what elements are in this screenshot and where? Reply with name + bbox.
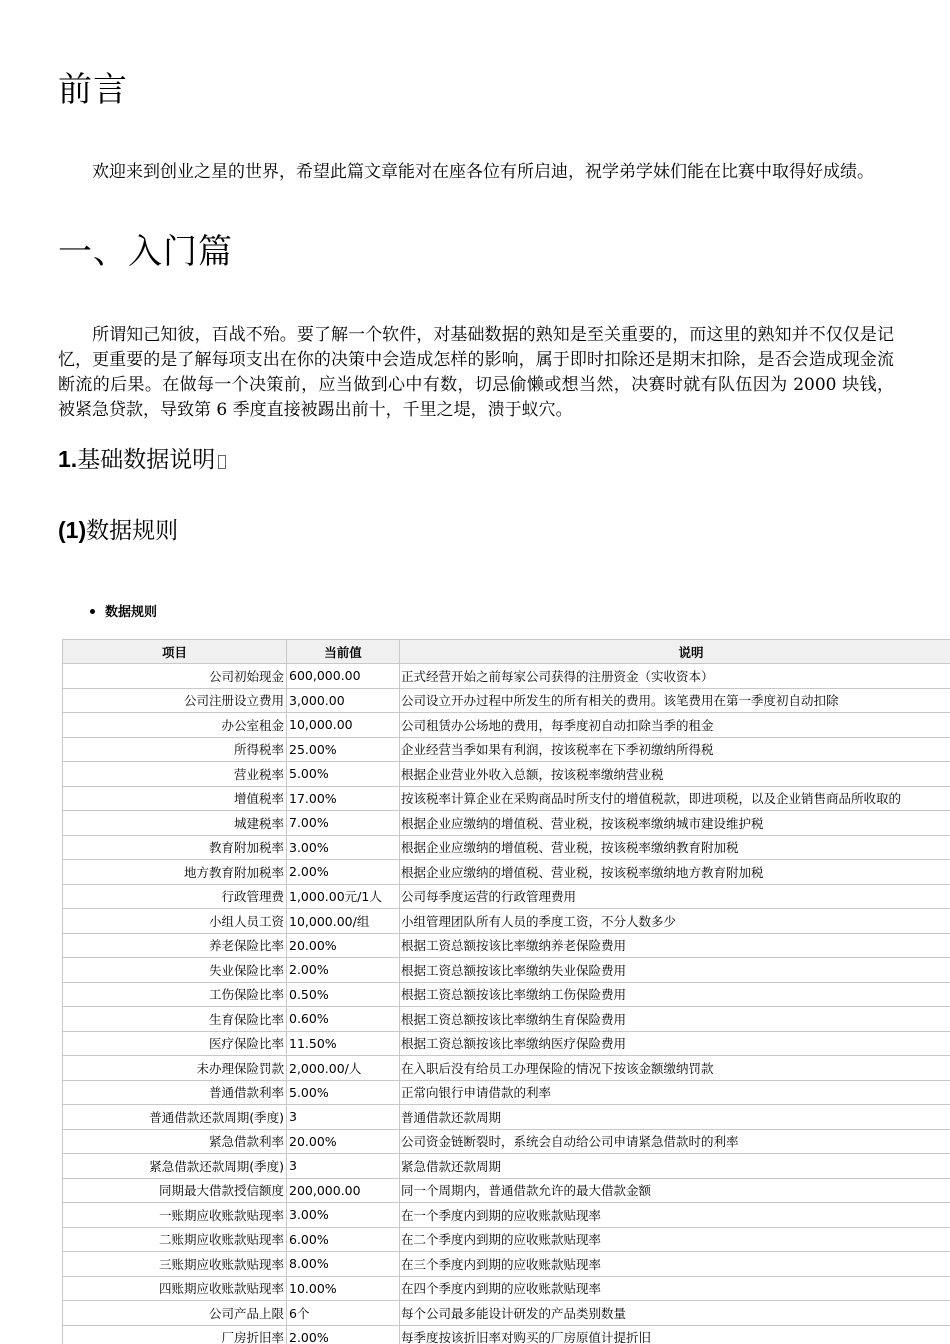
cell-description: 普通借款还款周期 — [400, 1105, 950, 1130]
table-row — [63, 1227, 950, 1252]
cell-value: 10,000.00/组 — [287, 909, 400, 934]
table-row — [63, 1129, 950, 1154]
cell-value: 5.00% — [287, 762, 400, 787]
table-row — [63, 1056, 950, 1081]
cell-description: 每季度按该折旧率对购买的厂房原值计提折旧 — [400, 1325, 950, 1344]
cell-description: 在三个季度内到期的应收账款贴现率 — [400, 1252, 950, 1277]
table-row — [63, 786, 950, 811]
cell-item: 办公室租金 — [63, 713, 287, 738]
table-row — [63, 1252, 950, 1277]
table-row — [63, 1007, 950, 1032]
cell-value: 0.60% — [287, 1007, 400, 1032]
cell-item: 公司产品上限 — [63, 1301, 287, 1326]
bullet-dot-icon — [90, 609, 95, 614]
cell-value: 600,000.00 — [287, 664, 400, 689]
cell-value: 7.00% — [287, 811, 400, 836]
cell-description: 在一个季度内到期的应收账款贴现率 — [400, 1203, 950, 1228]
preface-paragraph — [58, 160, 894, 185]
cell-item: 二账期应收账款贴现率 — [63, 1227, 287, 1252]
cell-description: 每个公司最多能设计研发的产品类别数量 — [400, 1301, 950, 1326]
table-row — [63, 664, 950, 689]
cell-value: 2,000.00/人 — [287, 1056, 400, 1081]
cell-item: 一账期应收账款贴现率 — [63, 1203, 287, 1228]
data-rules-table-container — [62, 639, 950, 1344]
cell-value: 8.00% — [287, 1252, 400, 1277]
cell-item: 教育附加税率 — [63, 835, 287, 860]
preface-title: 前言 — [58, 70, 128, 110]
section1-text: 所谓知己知彼，百战不殆。要了解一个软件，对基础数据的熟知是至关重要的，而这里的熟知并不仅仅是记忆，更重要的是了解每项支出在你的决策中会造成怎样的影响，属于即时扣除还是期末扣除，是否会造成现金流断流的后果。在做每一个决策前，应当做到心中有数，切忌偷懒或想当然，决赛时就有队伍因为 2000 块钱，被紧急贷款，导致第 6 季度直接被踢出前十，千里之堤，溃于蚁穴。 — [58, 325, 894, 420]
cell-item: 养老保险比率 — [63, 933, 287, 958]
cell-description: 根据企业营业外收入总额，按该税率缴纳营业税 — [400, 762, 950, 787]
cell-value: 5.00% — [287, 1080, 400, 1105]
cell-item: 所得税率 — [63, 737, 287, 762]
data-rules-table — [62, 639, 950, 1344]
heading-data-rules-number: (1) — [58, 517, 87, 543]
cell-description: 根据企业应缴纳的增值税、营业税，按该税率缴纳教育附加税 — [400, 835, 950, 860]
cell-description: 在四个季度内到期的应收账款贴现率 — [400, 1276, 950, 1301]
cell-value: 10.00% — [287, 1276, 400, 1301]
table-row — [63, 1325, 950, 1344]
heading-data-rules — [58, 517, 178, 546]
table-row — [63, 688, 950, 713]
cell-item: 紧急借款利率 — [63, 1129, 287, 1154]
cell-description: 根据工资总额按该比率缴纳养老保险费用 — [400, 933, 950, 958]
table-row — [63, 1203, 950, 1228]
table-row — [63, 1276, 950, 1301]
heading-basic-data-number: 1. — [58, 446, 78, 472]
cell-item: 三账期应收账款贴现率 — [63, 1252, 287, 1277]
cell-item: 营业税率 — [63, 762, 287, 787]
cell-value: 3.00% — [287, 1203, 400, 1228]
cell-item: 未办理保险罚款 — [63, 1056, 287, 1081]
cell-description: 在二个季度内到期的应收账款贴现率 — [400, 1227, 950, 1252]
cell-value: 20.00% — [287, 933, 400, 958]
cell-value: 6.00% — [287, 1227, 400, 1252]
cell-item: 增值税率 — [63, 786, 287, 811]
table-row — [63, 713, 950, 738]
table-row — [63, 1178, 950, 1203]
cell-item: 紧急借款还款周期(季度) — [63, 1154, 287, 1179]
cell-value: 3 — [287, 1154, 400, 1179]
cell-description: 根据工资总额按该比率缴纳失业保险费用 — [400, 958, 950, 983]
cell-item: 生育保险比率 — [63, 1007, 287, 1032]
data-rules-bullet-label: 数据规则 — [105, 605, 158, 620]
cell-value: 2.00% — [287, 958, 400, 983]
table-header-row — [63, 640, 950, 664]
cell-value: 200,000.00 — [287, 1178, 400, 1203]
cell-item: 工伤保险比率 — [63, 982, 287, 1007]
cell-description: 根据工资总额按该比率缴纳医疗保险费用 — [400, 1031, 950, 1056]
header-description: 说明 — [400, 640, 950, 664]
table-row — [63, 982, 950, 1007]
cell-description: 正式经营开始之前每家公司获得的注册资金（实收资本） — [400, 664, 950, 689]
cell-item: 公司注册设立费用 — [63, 688, 287, 713]
table-row — [63, 1105, 950, 1130]
table-row — [63, 1080, 950, 1105]
cell-description: 小组管理团队所有人员的季度工资，不分人数多少 — [400, 909, 950, 934]
cell-item: 医疗保险比率 — [63, 1031, 287, 1056]
heading-basic-data — [58, 446, 226, 475]
cell-description: 企业经营当季如果有利润，按该税率在下季初缴纳所得税 — [400, 737, 950, 762]
table-body — [63, 664, 950, 1344]
cell-description: 根据工资总额按该比率缴纳生育保险费用 — [400, 1007, 950, 1032]
heading-data-rules-text: 数据规则 — [86, 518, 179, 544]
section1-paragraph — [58, 323, 894, 423]
cell-item: 厂房折旧率 — [63, 1325, 287, 1344]
cell-value: 3 — [287, 1105, 400, 1130]
table-row — [63, 835, 950, 860]
table-row — [63, 1154, 950, 1179]
cell-description: 根据企业应缴纳的增值税、营业税，按该税率缴纳城市建设维护税 — [400, 811, 950, 836]
cell-item: 失业保险比率 — [63, 958, 287, 983]
cell-description: 公司资金链断裂时，系统会自动给公司申请紧急借款时的利率 — [400, 1129, 950, 1154]
cell-value: 1,000.00元/1人 — [287, 884, 400, 909]
cell-description: 在入职后没有给员工办理保险的情况下按该金额缴纳罚款 — [400, 1056, 950, 1081]
cell-value: 2.00% — [287, 1325, 400, 1344]
cell-item: 普通借款利率 — [63, 1080, 287, 1105]
cell-value: 3.00% — [287, 835, 400, 860]
cell-value: 10,000.00 — [287, 713, 400, 738]
cell-value: 0.50% — [287, 982, 400, 1007]
cell-value: 3,000.00 — [287, 688, 400, 713]
table-row — [63, 958, 950, 983]
cell-item: 地方教育附加税率 — [63, 860, 287, 885]
cell-description: 公司每季度运营的行政管理费用 — [400, 884, 950, 909]
cell-item: 同期最大借款授信额度 — [63, 1178, 287, 1203]
placeholder-glyph-icon — [218, 455, 226, 469]
cell-description: 按该税率计算企业在采购商品时所支付的增值税款，即进项税，以及企业销售商品所收取的 — [400, 786, 950, 811]
cell-item: 四账期应收账款贴现率 — [63, 1276, 287, 1301]
header-item: 项目 — [63, 640, 287, 664]
data-rules-bullet — [90, 601, 157, 620]
cell-description: 紧急借款还款周期 — [400, 1154, 950, 1179]
cell-description: 公司租赁办公场地的费用，每季度初自动扣除当季的租金 — [400, 713, 950, 738]
cell-item: 普通借款还款周期(季度) — [63, 1105, 287, 1130]
table-row — [63, 884, 950, 909]
cell-value: 6个 — [287, 1301, 400, 1326]
cell-item: 行政管理费 — [63, 884, 287, 909]
cell-description: 根据企业应缴纳的增值税、营业税，按该税率缴纳地方教育附加税 — [400, 860, 950, 885]
cell-item: 城建税率 — [63, 811, 287, 836]
table-row — [63, 811, 950, 836]
cell-item: 小组人员工资 — [63, 909, 287, 934]
table-row — [63, 762, 950, 787]
table-row — [63, 1301, 950, 1326]
cell-value: 11.50% — [287, 1031, 400, 1056]
cell-value: 2.00% — [287, 860, 400, 885]
cell-description: 同一个周期内，普通借款允许的最大借款金额 — [400, 1178, 950, 1203]
preface-text: 欢迎来到创业之星的世界，希望此篇文章能对在座各位有所启迪，祝学弟学妹们能在比赛中取得好成绩。 — [92, 162, 874, 182]
header-current-value: 当前值 — [287, 640, 400, 664]
cell-description: 公司设立开办过程中所发生的所有相关的费用。该笔费用在第一季度初自动扣除 — [400, 688, 950, 713]
table-row — [63, 860, 950, 885]
cell-item: 公司初始现金 — [63, 664, 287, 689]
cell-value: 25.00% — [287, 737, 400, 762]
cell-value: 20.00% — [287, 1129, 400, 1154]
section1-title: 一、入门篇 — [58, 232, 233, 272]
cell-value: 17.00% — [287, 786, 400, 811]
table-row — [63, 933, 950, 958]
cell-description: 根据工资总额按该比率缴纳工伤保险费用 — [400, 982, 950, 1007]
heading-basic-data-text: 基础数据说明 — [77, 447, 216, 473]
table-row — [63, 909, 950, 934]
table-row — [63, 737, 950, 762]
table-row — [63, 1031, 950, 1056]
cell-description: 正常向银行申请借款的利率 — [400, 1080, 950, 1105]
